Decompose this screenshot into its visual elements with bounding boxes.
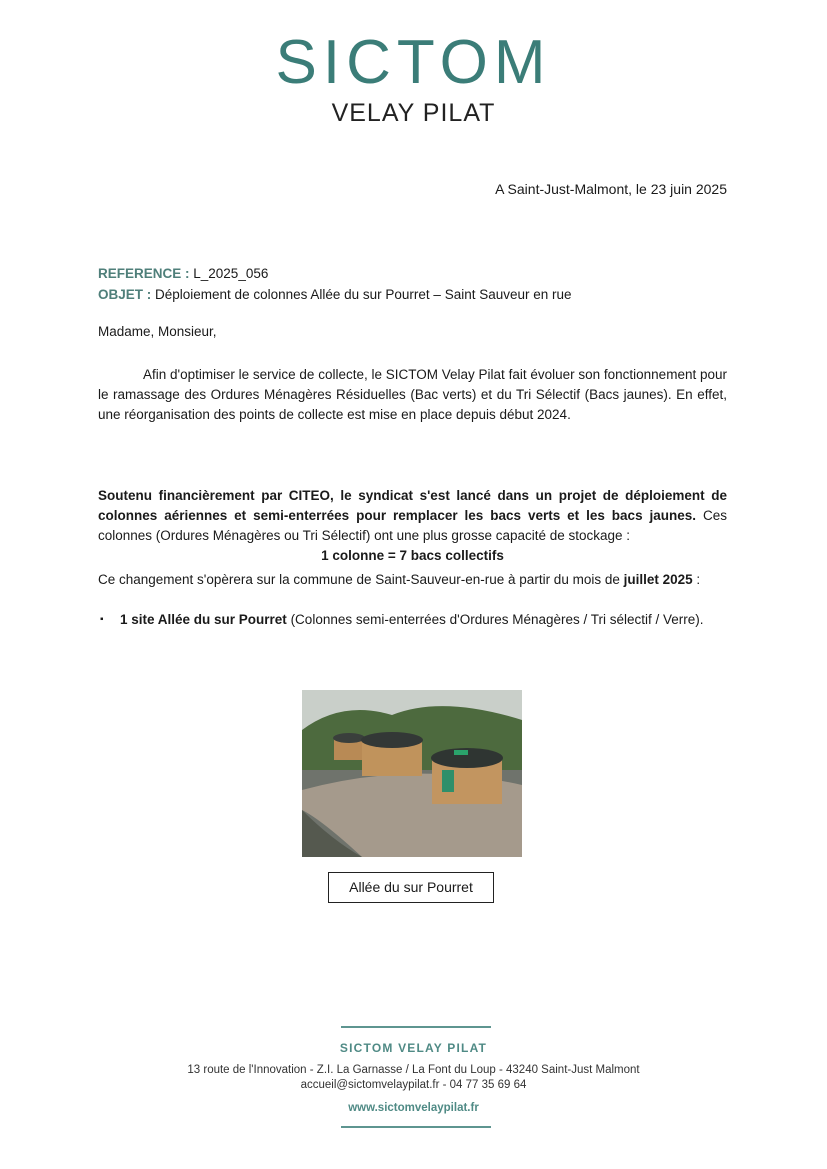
reference-label: REFERENCE :	[98, 266, 190, 281]
sictom-logo	[0, 30, 827, 128]
date-line: A Saint-Just-Malmont, le 23 juin 2025	[495, 181, 727, 197]
footer-rule-top	[341, 1026, 491, 1028]
objet-value: Déploiement de colonnes Allée du sur Pourret – Saint Sauveur en rue	[151, 287, 572, 302]
column-2	[361, 732, 423, 776]
logo-main-text: SICTOM	[275, 28, 552, 97]
objet-label: OBJET :	[98, 287, 152, 302]
paragraph-3-start: Ce changement s'opèrera sur la commune de Saint-Sauveur-en-rue à partir du mois de	[98, 572, 624, 587]
paragraph-3	[98, 570, 727, 590]
footer-contact: accueil@sictomvelaypilat.fr - 04 77 35 69 64	[300, 1079, 527, 1091]
paragraph-2-rest: Ces colonnes (Ordures Ménagères ou Tri Sélectif) ont une plus grosse capacité de stockage :	[98, 508, 727, 543]
column-3	[431, 748, 503, 804]
paragraph-2-bold: Soutenu financièrement par CITEO, le syndicat s'est lancé dans un projet de déploiement de colonnes aériennes et semi-enterrées pour remplacer les bacs verts et les bacs jaunes.	[98, 488, 727, 523]
bullet-item	[100, 610, 727, 630]
capacity-line: 1 colonne = 7 bacs collectifs	[321, 548, 504, 563]
footer-website[interactable]: www.sictomvelaypilat.fr	[348, 1102, 479, 1114]
reference-block	[98, 263, 572, 305]
paragraph-1: Afin d'optimiser le service de collecte, le SICTOM Velay Pilat fait évoluer son fonctionnement pour le ramassage des Ordures Ménagères Résiduelles (Bac verts) et du Tri Sélectif (Bacs jaunes). En effet, une réorganisation des points de collecte est mise en place depuis début 2024.	[98, 367, 727, 422]
salutation: Madame, Monsieur,	[98, 324, 217, 339]
paragraph-3-bold: juillet 2025	[623, 572, 693, 587]
logo-sub-text: VELAY PILAT	[331, 99, 496, 127]
bullet-rest: (Colonnes semi-enterrées d'Ordures Ménagères / Tri sélectif / Verre).	[286, 612, 704, 627]
paragraph-3-end: :	[692, 572, 701, 587]
reference-value: L_2025_056	[189, 266, 269, 281]
photo-caption: Allée du sur Pourret	[328, 872, 494, 903]
footer-rule-bottom	[341, 1126, 491, 1128]
paragraph-2	[98, 486, 727, 566]
footer-title: SICTOM VELAY PILAT	[339, 1041, 488, 1055]
column-1	[333, 733, 365, 760]
footer-address: 13 route de l'Innovation - Z.I. La Garnasse / La Font du Loup - 43240 Saint-Just Malmont	[187, 1064, 640, 1076]
columns-photo	[302, 690, 522, 857]
bullet-bold: 1 site Allée du sur Pourret	[120, 612, 287, 627]
bullet-marker: ▪	[100, 614, 104, 625]
